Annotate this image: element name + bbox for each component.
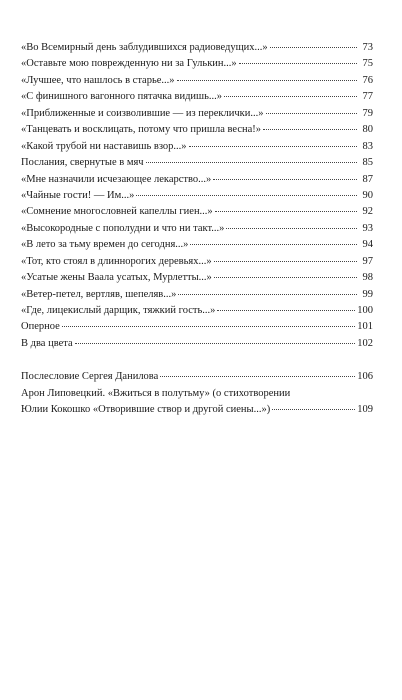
toc-entry-title: «Ветер-петел, вертляв, шепеляв...» [21,288,177,300]
table-of-contents [21,40,373,419]
toc-entry-page: 99 [362,288,373,300]
toc-entry-page: 90 [362,189,373,201]
toc-entry [21,303,373,319]
toc-entry-page: 106 [357,371,373,383]
toc-entry-afterword [21,369,373,385]
toc-entry [21,237,373,253]
toc-entry [21,89,373,105]
dot-leader [272,409,355,410]
toc-entry [21,254,373,270]
toc-entry-page: 92 [362,206,373,218]
toc-entry-page: 93 [362,222,373,234]
toc-entry-page: 102 [357,337,373,349]
toc-entry-title: «Какой трубой ни наставишь взор...» [21,140,187,152]
toc-entry-page: 79 [362,107,373,119]
toc-entry [21,73,373,89]
toc-entry-title: «Где, лицекислый дарщик, тяжкий гость...» [21,305,216,316]
toc-entry-title: «Приближенные и соизволившие — из переклички...» [21,107,264,119]
toc-entry-page: 73 [362,42,373,53]
toc-entry [21,204,373,220]
toc-entry-essay-line1 [21,386,373,402]
dot-leader [136,195,357,196]
toc-entry [21,319,373,335]
toc-entry-page: 87 [362,173,373,185]
toc-entry [21,188,373,204]
toc-entry-page: 76 [362,74,373,86]
dot-leader [146,162,357,163]
dot-leader [270,47,357,48]
toc-entry-page: 85 [362,157,373,169]
toc-entry [21,336,373,352]
dot-leader [178,294,357,295]
toc-entry [21,270,373,286]
toc-entry-title: «Лучшее, что нашлось в старье...» [21,74,175,86]
toc-entry-title: «Сомнение многословней капеллы гиен...» [21,206,213,218]
toc-entry-title: «В лето за тьму времен до сегодня...» [21,239,189,251]
toc-entry-page: 98 [362,272,373,284]
toc-entry-title: «Танцевать и восклицать, потому что пришла весна!» [21,124,262,136]
toc-entry-title: «Чайные гости! — Им...» [21,189,135,201]
toc-entry [21,139,373,155]
toc-entry-page: 75 [362,58,373,70]
toc-entry-title: «Оставьте мою поврежденную ни за Гулькин...» [21,58,237,70]
dot-leader [189,146,357,147]
dot-leader [224,96,357,97]
toc-entry [21,155,373,171]
toc-entry [21,172,373,188]
toc-entry-page: 83 [362,140,373,152]
toc-entry-essay-line2 [21,402,373,418]
dot-leader [177,80,357,81]
toc-entry [21,122,373,138]
dot-leader [75,343,356,344]
dot-leader [239,63,357,64]
dot-leader [217,310,355,311]
toc-entry-title: В два цвета [21,337,73,349]
dot-leader [214,261,357,262]
toc-entry-title: «Во Всемирный день заблудившихся радиоведущих...» [21,42,268,53]
toc-entry-title: «Высокородные с пополудни и что ни такт...» [21,222,225,234]
toc-entry-title: «Усатые жены Ваала усатых, Мурлетты...» [21,272,212,284]
toc-entry-page: 97 [362,255,373,267]
toc-entry-title: Послания, свернутые в мяч [21,157,144,169]
dot-leader [213,179,357,180]
toc-entry-title-continued: Юлии Кокошко «Отворившие створ и другой сиены...») [21,404,271,416]
toc-entry-page: 109 [357,404,373,416]
toc-entry [21,221,373,237]
toc-entry [21,287,373,303]
dot-leader [62,326,355,327]
toc-entry [21,56,373,72]
toc-entry [21,40,373,56]
toc-entry-title: Послесловие Сергея Данилова [21,371,159,383]
dot-leader [190,244,357,245]
toc-entry-title: «Тот, кто стоял в длиннорогих деревьях...» [21,255,212,267]
toc-entry-page: 77 [362,91,373,103]
dot-leader [160,376,355,377]
dot-leader [215,211,357,212]
toc-entry-page: 100 [357,305,373,316]
toc-entry-page: 94 [362,239,373,251]
dot-leader [214,277,357,278]
toc-entry-title: Арон Липовецкий. «Вжиться в полутьму» (о стихотворении [21,387,291,399]
toc-entry-page: 101 [357,321,373,333]
toc-entry-title: Оперное [21,321,60,333]
section-gap [21,352,373,369]
dot-leader [226,228,357,229]
toc-entry-title: «С финишного вагонного пятачка видишь...» [21,91,223,103]
toc-entry-title: «Мне назначили исчезающее лекарство...» [21,173,212,185]
toc-entry [21,106,373,122]
dot-leader [263,129,357,130]
dot-leader [266,113,357,114]
toc-entry-page: 80 [362,124,373,136]
